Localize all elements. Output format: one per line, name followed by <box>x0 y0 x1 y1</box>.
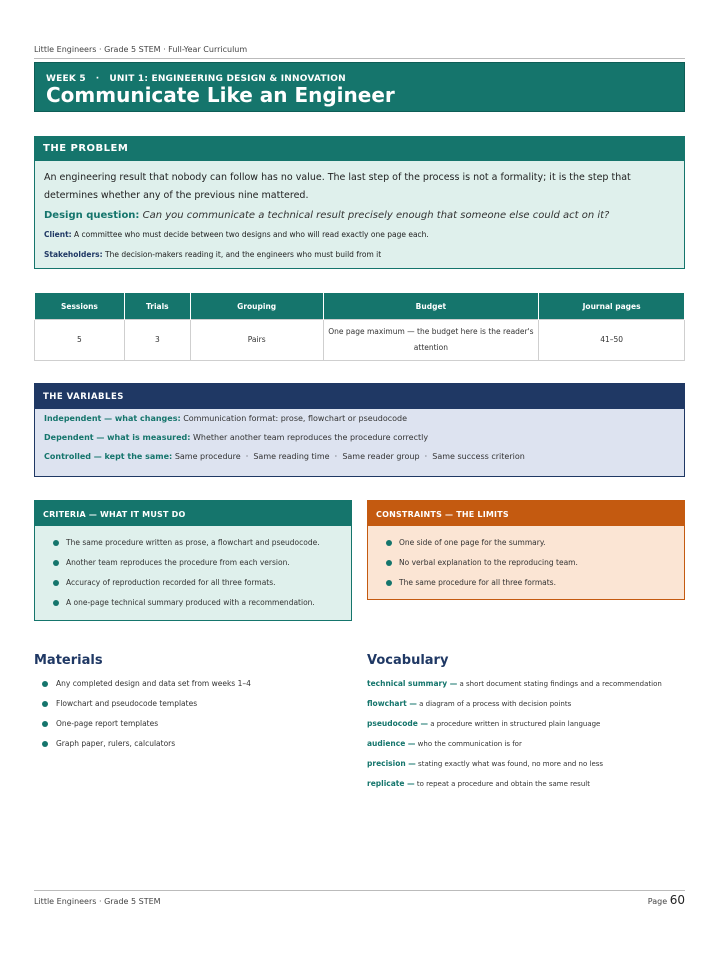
client-label: Client: <box>44 230 72 239</box>
design-question-text: Can you communicate a technical result precisely enough that someone else could act on it? <box>142 210 610 221</box>
header-grouping: Grouping <box>190 293 323 320</box>
bullet-icon <box>386 560 392 566</box>
materials-title: Materials <box>34 653 103 668</box>
variables-box <box>34 383 685 477</box>
vocab-definition: to repeat a procedure and obtain the same result <box>416 780 590 788</box>
problem-text: An engineering result that nobody can follow has no value. The last step of the process is not a formality; it is the step that determines whether any of the previous nine mattered. <box>44 172 631 201</box>
cell-journal-pages: 41–50 <box>539 320 685 361</box>
cell-budget: One page maximum — the budget here is the reader's attention <box>323 320 539 361</box>
running-head: Little Engineers · Grade 5 STEM · Full-Year Curriculum <box>34 45 248 54</box>
list-item: Graph paper, rulers, calculators <box>42 734 251 754</box>
vocab-term: pseudocode — <box>367 719 428 728</box>
vocab-definition: who the communication is for <box>417 740 522 748</box>
bullet-icon <box>53 580 59 586</box>
table-header-row <box>35 293 685 320</box>
client-line <box>44 225 675 245</box>
list-item: One side of one page for the summary. <box>386 533 684 553</box>
vocab-definition: a diagram of a process with decision points <box>419 700 572 708</box>
independent-label: Independent — what changes: <box>44 414 181 423</box>
page-number <box>648 893 685 907</box>
list-item: The same procedure for all three formats. <box>386 573 684 593</box>
controlled-label: Controlled — kept the same: <box>44 452 173 461</box>
list-item: One-page report templates <box>42 714 251 734</box>
design-question-label: Design question: <box>44 210 140 221</box>
list-item: Accuracy of reproduction recorded for all three formats. <box>53 573 351 593</box>
problem-box <box>34 136 685 269</box>
bullet-icon <box>42 681 48 687</box>
list-item: A one-page technical summary produced with a recommendation. <box>53 593 351 613</box>
cell-sessions: 5 <box>35 320 125 361</box>
page-label: Page <box>647 897 668 906</box>
header-sessions: Sessions <box>35 293 125 320</box>
page-number-value: 60 <box>669 893 685 907</box>
vocabulary-title: Vocabulary <box>367 653 449 668</box>
header-budget: Budget <box>323 293 539 320</box>
list-item: Flowchart and pseudocode templates <box>42 694 251 714</box>
bullet-icon <box>386 540 392 546</box>
bullet-icon <box>53 600 59 606</box>
vocab-term: precision — <box>367 759 416 768</box>
list-item: Another team reproduces the procedure from each version. <box>53 553 351 573</box>
dependent-label: Dependent — what is measured: <box>44 433 191 442</box>
bullet-icon <box>42 701 48 707</box>
footer-divider <box>34 890 685 891</box>
footer-text: Little Engineers · Grade 5 STEM <box>34 897 161 906</box>
vocab-definition: a short document stating findings and a recommendation <box>459 680 662 688</box>
cell-trials: 3 <box>124 320 190 361</box>
constraints-box <box>367 500 685 600</box>
dependent-text: Whether another team reproduces the procedure correctly <box>193 433 429 442</box>
stakeholders-label: Stakeholders: <box>44 250 103 259</box>
list-item: No verbal explanation to the reproducing team. <box>386 553 684 573</box>
bullet-icon <box>53 560 59 566</box>
problem-heading: THE PROBLEM <box>35 137 684 161</box>
dependent-variable <box>35 428 684 447</box>
week-banner <box>34 62 685 112</box>
stakeholders-text: The decision-makers reading it, and the engineers who must build from it <box>105 250 382 259</box>
vocab-term: audience — <box>367 739 416 748</box>
design-question <box>44 207 675 225</box>
vocab-term: replicate — <box>367 779 415 788</box>
cell-grouping: Pairs <box>190 320 323 361</box>
list-item <box>367 774 662 794</box>
header-journal-pages: Journal pages <box>539 293 685 320</box>
independent-text: Communication format: prose, flowchart or pseudocode <box>183 414 408 423</box>
client-text: A committee who must decide between two designs and who will read exactly one page each. <box>74 230 429 239</box>
constraints-heading: CONSTRAINTS — THE LIMITS <box>368 501 684 526</box>
bullet-icon <box>42 721 48 727</box>
vocab-term: technical summary — <box>367 679 458 688</box>
vocab-definition: stating exactly what was found, no more and no less <box>418 760 604 768</box>
list-item <box>367 674 662 694</box>
bullet-icon <box>42 741 48 747</box>
list-item <box>367 734 662 754</box>
list-item <box>367 694 662 714</box>
list-item: The same procedure written as prose, a flowchart and pseudocode. <box>53 533 351 553</box>
list-item <box>367 754 662 774</box>
controlled-variable <box>35 447 684 466</box>
list-item: Any completed design and data set from weeks 1–4 <box>42 674 251 694</box>
list-item <box>367 714 662 734</box>
stakeholders-line <box>44 245 675 265</box>
week-unit-kicker: WEEK 5 · UNIT 1: ENGINEERING DESIGN & INNOVATION <box>46 74 346 84</box>
page-title: Communicate Like an Engineer <box>46 83 395 107</box>
header-divider <box>34 58 685 59</box>
bullet-icon <box>53 540 59 546</box>
controlled-text: Same procedure · Same reading time · Same reader group · Same success criterion <box>174 452 525 461</box>
curriculum-page <box>34 0 685 960</box>
bullet-icon <box>386 580 392 586</box>
vocabulary-list <box>367 674 662 794</box>
criteria-heading: CRITERIA — WHAT IT MUST DO <box>35 501 351 526</box>
materials-list <box>42 674 251 754</box>
sessions-table <box>34 292 685 361</box>
header-trials: Trials <box>124 293 190 320</box>
independent-variable <box>35 409 684 428</box>
vocab-term: flowchart — <box>367 699 417 708</box>
criteria-box <box>34 500 352 621</box>
variables-heading: THE VARIABLES <box>35 384 684 409</box>
table-row <box>35 320 685 361</box>
vocab-definition: a procedure written in structured plain language <box>430 720 601 728</box>
